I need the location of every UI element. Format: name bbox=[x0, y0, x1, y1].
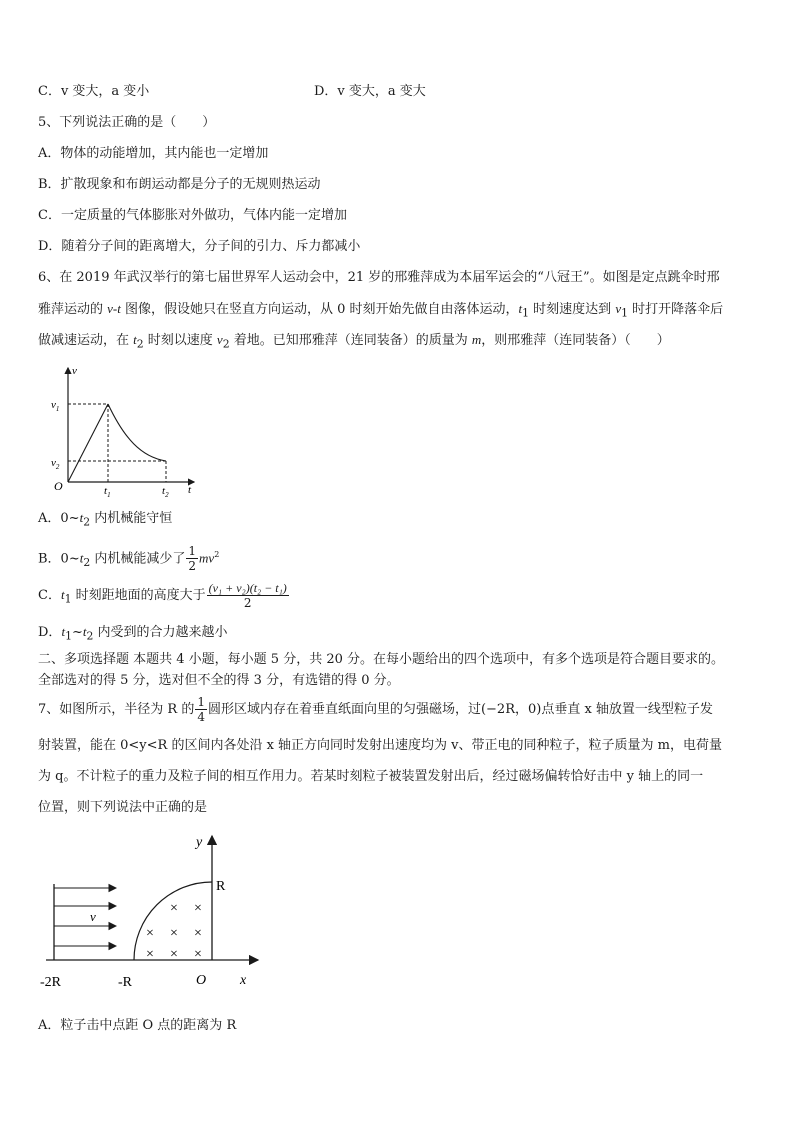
q6-option-a: A．$0\sim t_2$ 内机械能守恒 bbox=[38, 510, 173, 529]
vt-deceleration-curve bbox=[108, 404, 166, 461]
q6-stem-line1: 6、在 2019 年武汉举行的第七届世界军人运动会中，21 岁的邢雅萍成为本届军运会的“八冠王”。如图是定点跳伞时邢 bbox=[38, 270, 720, 285]
fig-label-R: R bbox=[216, 879, 226, 894]
vt-freefall-line bbox=[68, 404, 108, 482]
q6-option-d: D．$t_1\sim t_2$ 内受到的合力越来越小 bbox=[38, 624, 228, 643]
vt-label-v1: $v_1$ bbox=[51, 399, 60, 413]
fig-label-v: v bbox=[90, 909, 96, 924]
q7-stem-line4: 位置，则下列说法中正确的是 bbox=[38, 800, 208, 815]
vt-label-v2: $v_2$ bbox=[51, 457, 60, 471]
fig-label-x: x bbox=[240, 973, 247, 988]
fig-field-x: × bbox=[194, 947, 202, 962]
q4-option-c: C．v 变大，a 变小 bbox=[38, 84, 150, 99]
fig-field-x: × bbox=[194, 926, 202, 941]
section2-line2: 全部选对的得 5 分，选对但不全的得 3 分，有选错的得 0 分。 bbox=[38, 673, 400, 688]
vt-label-v: v bbox=[72, 365, 77, 377]
fig-field-x: × bbox=[170, 947, 178, 962]
vt-label-t1: $t_1$ bbox=[104, 485, 111, 499]
fig-field-x: × bbox=[194, 901, 202, 916]
q7-option-a: A．粒子击中点距 O 点的距离为 R bbox=[38, 1018, 237, 1033]
fig-field-x: × bbox=[146, 947, 154, 962]
fig-field-x: × bbox=[146, 926, 154, 941]
q7-stem-line2: 射装置，能在 0<y<R 的区间内各处沿 x 轴正方向同时发射出速度均为 v、带正电的同种粒子，粒子质量为 m，电荷量 bbox=[38, 738, 722, 753]
q6-stem-line3: 做减速运动，在 $t_2$ 时刻以速度 $v_2$ 着地。已知邢雅萍（连同装备）的质量为 m，则邢雅萍（连同装备）（ ） bbox=[38, 332, 670, 351]
fig-label-y: y bbox=[196, 835, 203, 850]
q4-option-d: D．v 变大，a 变大 bbox=[314, 84, 426, 99]
q7-stem-line1: 7、如图所示，半径为 R 的 $\frac{1}{4}$ 圆形区域内存在着垂直纸面向里的匀强磁场，过(−2R，0)点垂直 x 轴放置一线型粒子发 bbox=[38, 695, 713, 724]
vt-label-t2: $t_2$ bbox=[162, 485, 169, 499]
q5-option-b: B．扩散现象和布朗运动都是分子的无规则热运动 bbox=[38, 177, 321, 192]
fig-label-minus-R: -R bbox=[118, 975, 132, 990]
fig-field-x: × bbox=[170, 926, 178, 941]
q7-magnetic-field-figure bbox=[36, 826, 276, 996]
q5-option-a: A．物体的动能增加，其内能也一定增加 bbox=[38, 146, 269, 161]
fig-field-x: × bbox=[170, 901, 178, 916]
q5-option-d: D．随着分子间的距离增大，分子间的引力、斥力都减小 bbox=[38, 239, 361, 254]
q6-vt-graph bbox=[46, 360, 202, 500]
fig-label-minus-2R: -2R bbox=[40, 975, 61, 990]
vt-label-origin: O bbox=[54, 479, 63, 493]
vt-label-t: t bbox=[188, 484, 192, 496]
fig-label-origin: O bbox=[196, 973, 207, 988]
q6-option-b: B．$0\sim t_2$ 内机械能减少了 $\frac{1}{2}$ $mv^2$ bbox=[38, 544, 220, 574]
q5-stem: 5、下列说法正确的是（ ） bbox=[38, 115, 216, 130]
q6-stem-line2: 雅萍运动的 v-t 图像，假设她只在竖直方向运动，从 0 时刻开始先做自由落体运动，$t_1$ 时刻速度达到 $v_1$ 时打开降落伞后 bbox=[38, 301, 724, 320]
q5-option-c: C．一定质量的气体膨胀对外做功，气体内能一定增加 bbox=[38, 208, 347, 223]
section2-line1: 二、多项选择题 本题共 4 小题，每小题 5 分，共 20 分。在每小题给出的四个选项中，有多个选项是符合题目要求的。 bbox=[38, 652, 725, 667]
q6-option-c: C．$t_1$ 时刻距地面的高度大于 $\frac{\text{(v₁ + v₂)(t₂ − t₁)}}{2}$ bbox=[38, 581, 287, 610]
q7-stem-line3: 为 q。不计粒子的重力及粒子间的相互作用力。若某时刻粒子被装置发射出后，经过磁场偏转恰好击中 y 轴上的同一 bbox=[38, 769, 704, 784]
